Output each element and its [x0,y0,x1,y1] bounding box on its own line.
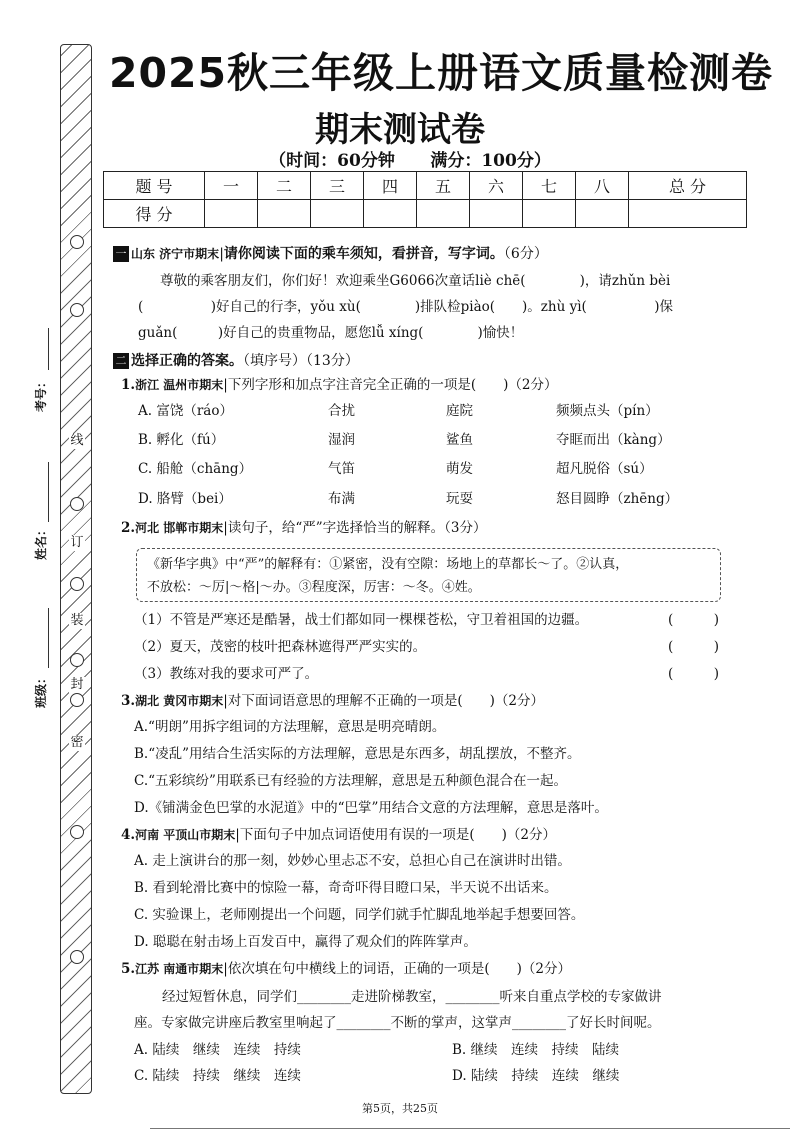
table-cell: 总 分 [629,172,747,200]
table-cell: 六 [470,172,523,200]
binding-hole [70,497,84,511]
sub-question: （1）不管是严寒还是酷暑，战士们都如同一棵棵苍松，守卫着祖国的边疆。 [134,612,589,628]
question-number: 2. [121,520,136,536]
question-5: 5.江苏 南通市期末|依次填在句中横线上的词语，正确的一项是( )（2分） [121,961,571,977]
table-cell: 五 [417,172,470,200]
seal-char: 线 [70,433,84,448]
table-cell: 七 [523,172,576,200]
question-number: 5. [121,961,136,977]
option-d[interactable]: D. 胳臂（bei） [138,491,232,507]
score-input-cell[interactable] [417,200,470,228]
option-d[interactable]: D.《铺满金色巴掌的水泥道》中的“巴掌”用结合文意的方法理解，意思是落叶。 [134,800,608,816]
score-input-cell[interactable] [205,200,258,228]
option-word: 庭院 [446,403,473,419]
question-text: 读句子，给“严”字选择恰当的解释。（3分） [227,520,487,536]
exam-full-score: 满分：100分） [430,151,551,171]
question-text: 依次填在句中横线上的词语，正确的一项是( )（2分） [227,961,571,977]
seal-char: 密 [70,735,84,750]
binding-hole [70,235,84,249]
option-b[interactable]: B. 孵化（fú） [138,432,225,448]
passage-line: ( )好自己的行李，yǒu xù( )排队检piào( )。zhù yì( )保 [138,299,674,315]
sub-question: （2）夏天，茂密的枝叶把森林遮得严严实实的。 [134,639,427,655]
option-word: 夺眶而出（kàng） [556,432,671,448]
exam-meta [200,146,620,171]
option-b[interactable]: B. 继续 连续 持续 陆续 [452,1042,620,1058]
section-points: （6分） [503,246,548,262]
option-word: 合扰 [328,403,355,419]
table-row [104,172,747,200]
option-a[interactable]: A. 富饶（ráo） [138,403,233,419]
question-source: 湖北 黄冈市期末 [135,694,224,708]
seal-char: 装 [70,613,84,628]
option-word: 萌发 [446,461,473,477]
question-text: 下列字形和加点字注音完全正确的一项是( )（2分） [227,377,558,393]
question-text: 下面句子中加点词语使用有误的一项是( )（2分） [239,827,556,843]
question-text: 对下面词语意思的理解不正确的一项是( )（2分） [227,693,544,709]
field-name-label: 姓名： [34,523,48,560]
option-a[interactable]: A. 走上演讲台的那一刻，妙妙心里忐忑不安，总担心自己在演讲时出错。 [134,853,571,869]
score-input-cell[interactable] [470,200,523,228]
seal-char: 封 [70,677,84,692]
option-word: 超凡脱俗（sú） [556,461,653,477]
option-word: 布满 [328,491,355,507]
passage-line: 经过短暂休息，同学们________走进阶梯教室，________听来自重点学校的专家做讲 [162,989,662,1005]
answer-blank[interactable]: ( ) [668,666,720,682]
option-a[interactable]: A. 陆续 继续 连续 持续 [134,1042,301,1058]
option-word: 频频点头（pín） [556,403,659,419]
binding-hole [70,303,84,317]
question-2: 2.河北 邯郸市期末|读句子，给“严”字选择恰当的解释。（3分） [121,520,487,536]
section-1-heading: 一 山东 济宁市期末|请你阅读下面的乘车须知，看拼音，写字词。（6分） [113,244,548,264]
section-instruction: 请你阅读下面的乘车须知，看拼音，写字词。 [223,246,504,262]
binding-hole [70,693,84,707]
table-cell: 八 [576,172,629,200]
sub-question: （3）教练对我的要求可严了。 [134,666,319,682]
field-line [48,608,49,668]
score-input-cell[interactable] [258,200,311,228]
section-2-heading [113,351,359,371]
score-table [103,171,747,228]
field-line [48,328,49,370]
field-class-label: 班级： [34,671,48,708]
question-1: 1.浙江 温州市期末|下列字形和加点字注音完全正确的一项是( )（2分） [121,377,558,393]
page-number: 第5页，共25页 [362,1102,438,1115]
definition-box [136,548,721,602]
question-number: 1. [121,377,136,393]
answer-blank[interactable]: ( ) [668,639,720,655]
score-input-cell[interactable] [364,200,417,228]
binding-hole [70,577,84,591]
seal-char: 订 [70,535,84,550]
table-cell: 一 [205,172,258,200]
option-word: 玩耍 [446,491,473,507]
page-subtitle: 期末测试卷 [315,110,485,150]
passage-line: 座。专家做完讲座后教室里响起了________不断的掌声，这掌声________了好长时间呢。 [134,1015,661,1031]
field-line [48,462,49,522]
score-input-cell[interactable] [629,200,747,228]
field-exam-number-label: 考号： [34,375,48,412]
option-d[interactable]: D. 聪聪在射击场上百发百中，赢得了观众们的阵阵掌声。 [134,934,477,950]
score-input-cell[interactable] [576,200,629,228]
section-number: 二 [113,353,129,369]
question-source: 浙江 温州市期末 [135,378,224,392]
option-c[interactable]: C. 船舱（chāng） [138,461,253,477]
page-title: 2025秋三年级上册语文质量检测卷 [108,49,774,97]
table-cell: 得 分 [104,200,205,228]
table-cell: 题 号 [104,172,205,200]
question-number: 3. [121,693,136,709]
binding-hole [70,950,84,964]
table-cell: 四 [364,172,417,200]
binding-hole [70,653,84,667]
section-instruction: 选择正确的答案。 [131,353,243,369]
exam-time: （时间：60分钟 [269,151,395,171]
option-word: 鲨鱼 [446,432,473,448]
table-row [104,200,747,228]
score-input-cell[interactable] [523,200,576,228]
question-number: 4. [121,827,136,843]
binding-hole [70,825,84,839]
answer-blank[interactable]: ( ) [668,612,720,628]
passage-line: 尊敬的乘客朋友们，你们好！欢迎乘坐G6066次童话liè chē( )，请zhǔn bèi [160,273,671,289]
option-word: 湿润 [328,432,355,448]
option-a[interactable]: A.“明朗”用拆字组词的方法理解，意思是明亮晴朗。 [134,719,446,735]
table-cell: 三 [311,172,364,200]
question-source: 河南 平顶山市期末 [135,828,236,842]
option-b[interactable]: B.“凌乱”用结合生活实际的方法理解，意思是东西多，胡乱摆放，不整齐。 [134,746,581,762]
section-number: 一 [113,246,129,262]
option-b[interactable]: B. 看到轮滑比赛中的惊险一幕，奇奇吓得目瞪口呆，半天说不出话来。 [134,880,558,896]
option-word: 气笛 [328,461,355,477]
question-source: 河北 邯郸市期末 [135,521,224,535]
question-source: 江苏 南通市期末 [135,962,224,976]
question-source: 山东 济宁市期末 [131,247,220,261]
passage-line: guǎn( )好自己的贵重物品，愿您lǚ xíng( )愉快！ [138,325,524,341]
binding-strip [60,44,92,1094]
score-input-cell[interactable] [311,200,364,228]
table-cell: 二 [258,172,311,200]
option-d[interactable]: D. 陆续 持续 连续 继续 [452,1068,620,1084]
definition-line: 《新华字典》中“严”的解释有：①紧密，没有空隙：场地上的草都长～了。②认真， [147,557,629,572]
option-c[interactable]: C. 实验课上，老师刚提出一个问题，同学们就手忙脚乱地举起手想要回答。 [134,907,585,923]
option-c[interactable]: C.“五彩缤纷”用联系已有经验的方法理解，意思是五种颜色混合在一起。 [134,773,567,789]
option-word: 怒目圆睁（zhēng） [556,491,679,507]
question-4: 4.河南 平顶山市期末|下面句子中加点词语使用有误的一项是( )（2分） [121,827,556,843]
question-3: 3.湖北 黄冈市期末|对下面词语意思的理解不正确的一项是( )（2分） [121,693,544,709]
option-c[interactable]: C. 陆续 持续 继续 连续 [134,1068,301,1084]
section-points: （填序号）（13分） [243,353,359,369]
divider [150,1128,790,1129]
definition-line: 不放松：～厉|～格|～办。③程度深，厉害：～冬。④姓。 [147,580,481,595]
